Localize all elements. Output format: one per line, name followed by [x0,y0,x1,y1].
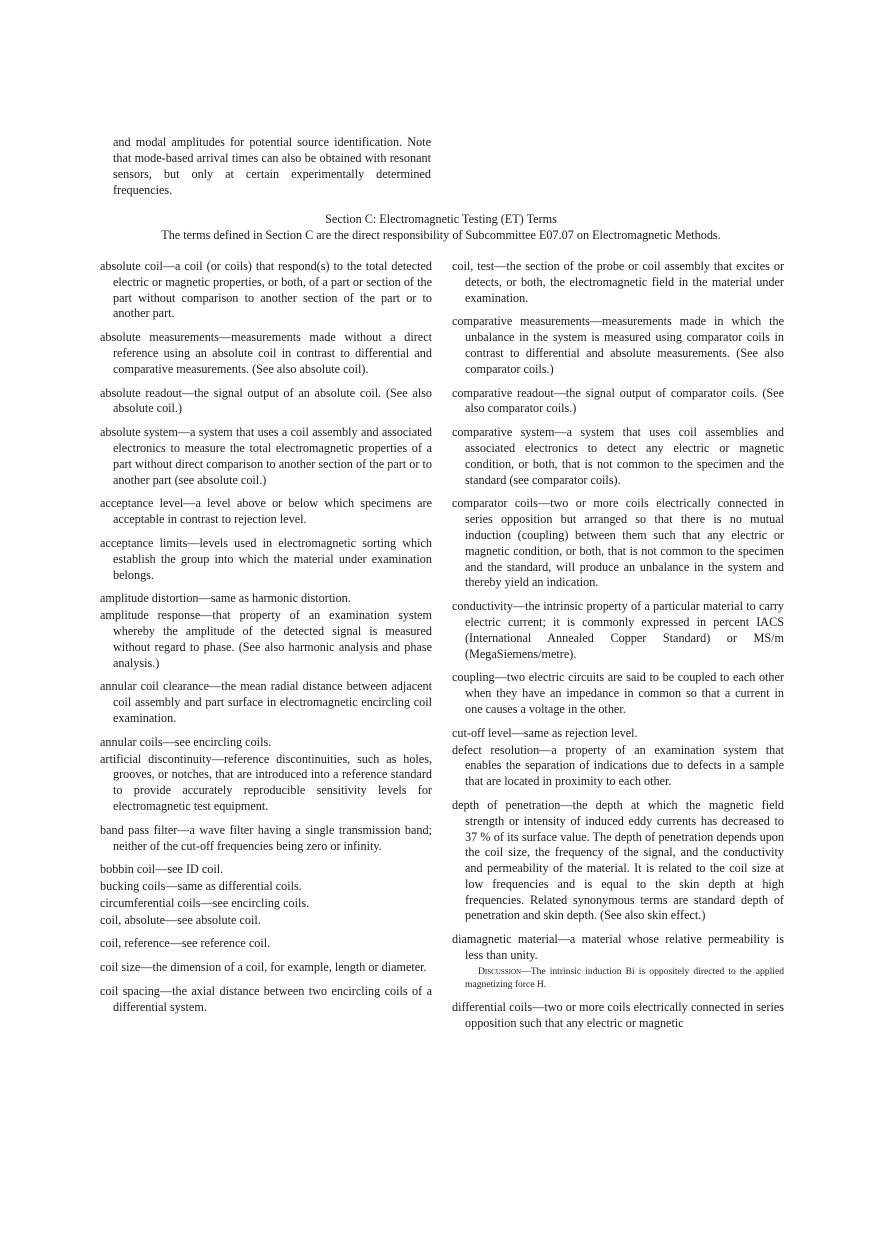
term-entry: comparative system—a system that uses coil assemblies and associated electronics to detect any electric or magnetic condition, or both, that is not common to the specimen and the standard (see comparator coils). [452,425,784,487]
term-entry: absolute coil—a coil (or coils) that respond(s) to the total detected electric or magnetic properties, or both, of a part or section of the part without comparison to another section of the part or to another part. [100,259,432,321]
term-entry: artificial discontinuity—reference discontinuities, such as holes, grooves, or notches, that are introduced into a reference standard to provide accurately reproducible sensitivity levels for electromagnetic test equipment. [100,751,432,813]
term-entry: amplitude response—that property of an examination system whereby the amplitude of the detected signal is measured without regard to phase. (See also harmonic analysis and phase analysis.) [100,608,432,670]
term-entry: annular coils—see encircling coils. [100,734,272,749]
term-entry: comparative readout—the signal output of comparator coils. (See also comparator coils.) [452,385,784,416]
term-entry: band pass filter—a wave filter having a single transmission band; neither of the cut-off frequencies being zero or infinity. [100,822,432,853]
term-entry: acceptance level—a level above or below which specimens are acceptable in contrast to rejection level. [100,496,432,527]
term-entry: bucking coils—same as differential coils. [100,879,302,894]
term-entry: coupling—two electric circuits are said to be coupled to each other when they have an impedance in common so that a current in one causes a voltage in the other. [452,670,784,716]
term-entry: annular coil clearance—the mean radial distance between adjacent coil assembly and part surface in electromagnetic encircling coil examination. [100,679,432,725]
term-entry: cut-off level—same as rejection level. [452,725,638,740]
term-entry: coil, test—the section of the probe or coil assembly that excites or detects, or both, the electromagnetic field in the material under examination. [452,259,784,305]
discussion-note [452,965,784,991]
term-entry: depth of penetration—the depth at which the magnetic field strength or intensity of induced eddy currents has decreased to 37 % of its surface value. The depth of penetration depends upon the coil size, the frequency of the signal, and the conductivity and permeability of the material. It is related to the coil size at low frequencies and is equal to the skin depth at high frequencies. Related synonymous terms are standard depth of penetration and skin depth. (See also skin effect.) [452,797,784,923]
term-entry: coil spacing—the axial distance between two encircling coils of a differential system. [100,984,432,1014]
term-entry: conductivity—the intrinsic property of a particular material to carry electric current; it is commonly expressed in percent IACS (International Annealed Copper Standard) or MS/m (MegaSiemens/metre). [452,599,784,661]
intro-text: and modal amplitudes for potential source identification. Note that mode-based arrival times can also be obtained with resonant sensors, but only at certain experimentally determined frequencies. [113,135,431,197]
term-entry: absolute readout—the signal output of an absolute coil. (See also absolute coil.) [100,385,432,416]
term-entry: differential coils—two or more coils electrically connected in series opposition such that any electric or magnetic [452,999,784,1030]
term-entry: absolute measurements—measurements made without a direct reference using an absolute coil in contrast to differential and comparative measurements. (See also absolute coil). [100,330,432,376]
section-subtitle: The terms defined in Section C are the direct responsibility of Subcommittee E07.07 on Electromagnetic Methods. [161,228,721,242]
term-entry: coil, absolute—see absolute coil. [100,912,261,927]
term-entry: diamagnetic material—a material whose relative permeability is less than unity. [452,932,784,963]
term-entry: acceptance limits—levels used in electromagnetic sorting which establish the group into which the material under examination belongs. [100,535,432,582]
term-entry: circumferential coils—see encircling coils. [100,895,310,910]
section-header [100,211,782,243]
term-entry: comparative measurements—measurements made in which the unbalance in the system is measured using comparator coils in contrast to differential and absolute measurements. (See also comparator coils.) [452,314,784,376]
term-entry: defect resolution—a property of an examination system that enables the separation of indications due to defects in a sample that are located in proximity to each other. [452,742,784,789]
left-column [100,259,432,1024]
term-entry: comparator coils—two or more coils electrically connected in series opposition but arranged so that there is no mutual induction (coupling) between them such that any electric or magnetic condition, or both, that is not common to the specimen and the standard, will produce an unbalance in the system and thereby yield an indication. [452,496,784,590]
section-title: Section C: Electromagnetic Testing (ET) Terms [325,212,557,226]
term-entry: coil, reference—see reference coil. [100,936,271,951]
discussion-label: Discussion [478,965,522,977]
term-entry: bobbin coil—see ID coil. [100,862,224,877]
discussion-text: —The intrinsic induction Bi is oppositely directed to the applied magnetizing force H. [465,965,784,990]
right-column [452,259,784,1039]
term-entry: coil size—the dimension of a coil, for example, length or diameter. [100,960,427,975]
term-entry: amplitude distortion—same as harmonic distortion. [100,591,351,606]
term-entry: absolute system—a system that uses a coil assembly and associated electronics to measure the total electromagnetic properties of a part without direct comparison to another section of the part or to another part (see absolute coil.) [100,425,432,487]
intro-paragraph [113,134,431,198]
